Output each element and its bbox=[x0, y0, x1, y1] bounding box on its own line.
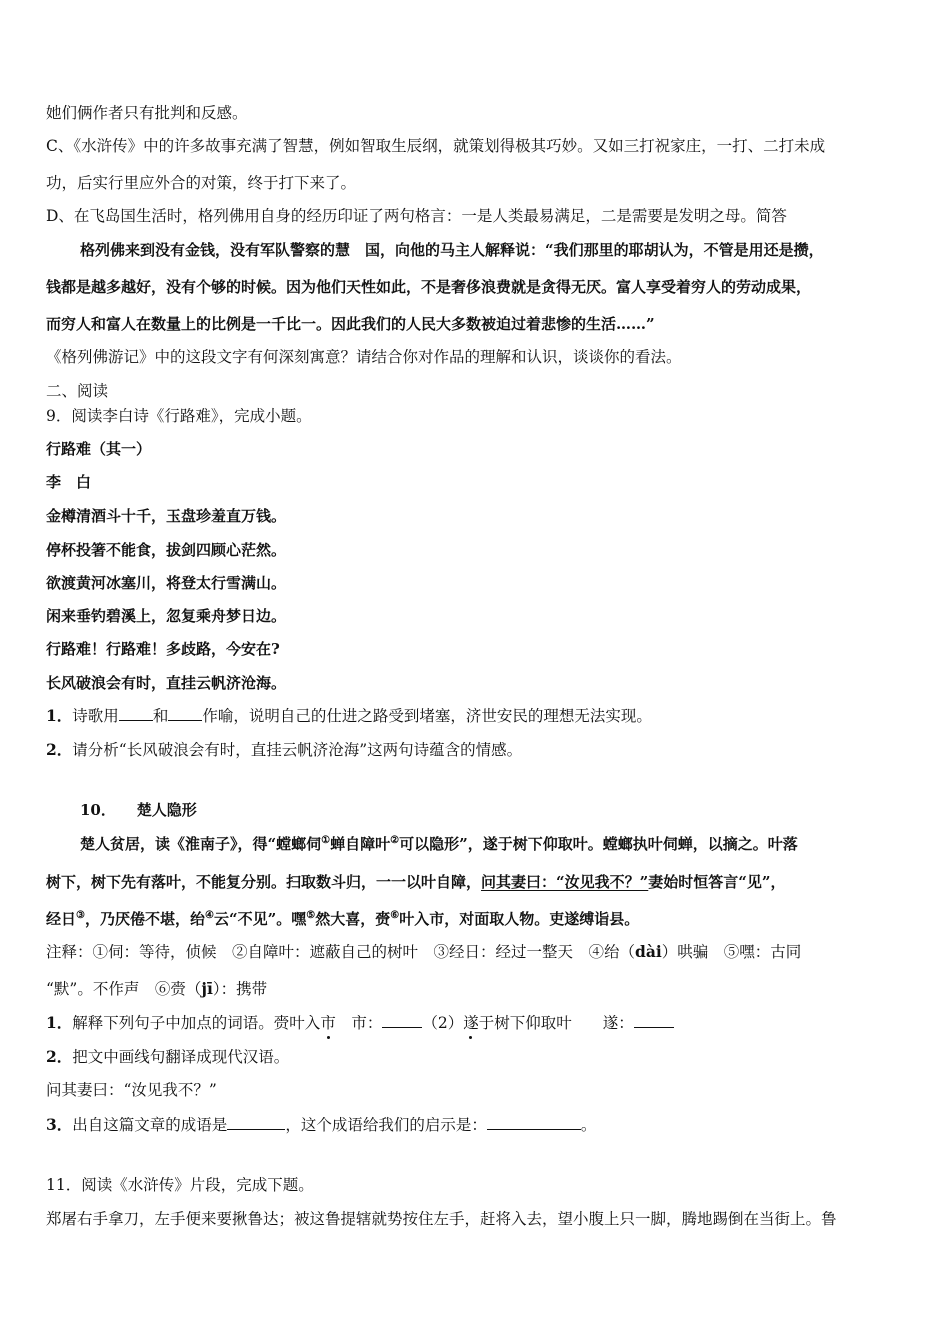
subquestion-number: 1． bbox=[46, 706, 73, 725]
answer-blank[interactable] bbox=[227, 1115, 285, 1130]
answer-blank[interactable] bbox=[634, 1013, 674, 1028]
answer-blank[interactable] bbox=[382, 1013, 422, 1028]
translation-target: 问其妻曰：“汝见我不？” bbox=[46, 1081, 217, 1099]
q10-subquestion-1: 1．解释下列句子中加点的词语。赍叶入市 市： （2）遂于树下仰取叶 遂： bbox=[46, 1013, 674, 1033]
text: 作喻，说明自己的仕进之路受到堵塞，济世安民的理想无法实现。 bbox=[202, 707, 652, 725]
underlined-sentence: 问其妻曰：“汝见我不？” bbox=[481, 873, 649, 891]
question-prompt: 《格列佛游记》中的这段文字有何深刻寓意？请结合你对作品的理解和认识，谈谈你的看法。 bbox=[46, 348, 682, 366]
subquestion-number: 2． bbox=[46, 1047, 73, 1066]
subquestion-number: 3． bbox=[46, 1115, 73, 1134]
poem-line: 金樽清酒斗十千，玉盘珍羞直万钱。 bbox=[46, 507, 287, 525]
q9-subquestion-1 bbox=[46, 706, 652, 726]
poem-title: 行路难（其一） bbox=[46, 440, 152, 458]
option-c-cont: 功，后实行里应外合的对策，终于打下来了。 bbox=[46, 174, 357, 192]
quote-line: 而穷人和富人在数量上的比例是一千比一。因此我们的人民大多数被迫过着悲惨的生活……” bbox=[46, 315, 655, 333]
passage-line: 树下，树下先有落叶，不能复分别。扫取数斗归，一一以叶自障，问其妻曰：“汝见我不？”妻始时恒答言“见”， bbox=[46, 873, 786, 891]
dotted-word: 遂 bbox=[463, 1014, 479, 1032]
question-10-title bbox=[80, 800, 197, 820]
dotted-word: 市 bbox=[320, 1014, 336, 1032]
poem-line: 行路难！行路难！多歧路，今安在? bbox=[46, 640, 280, 658]
option-d: D、在飞岛国生活时，格列佛用自身的经历印证了两句格言：一是人类最易满足，二是需要是发明之母。简答 bbox=[46, 207, 787, 225]
q10-subquestion-2: 2．把文中画线句翻译成现代汉语。 bbox=[46, 1047, 290, 1066]
poem-line: 停杯投箸不能食，拔剑四顾心茫然。 bbox=[46, 541, 287, 559]
option-c: C、《水浒传》中的许多故事充满了智慧，例如智取生辰纲，就策划得极其巧妙。又如三打祝家庄，一打、二打未成 bbox=[46, 137, 826, 155]
subquestion-number: 2． bbox=[46, 740, 73, 759]
annotation: 注释：①伺：等待，侦候 ②自障叶：遮蔽自己的树叶 ③经日：经过一整天 ④绐（dài）哄骗 ⑤嘿：古同 bbox=[46, 942, 802, 961]
text: 和 bbox=[152, 707, 169, 725]
question-number: 10． bbox=[80, 801, 116, 819]
quote-line: 钱都是越多越好，没有个够的时候。因为他们天性如此，不是奢侈浪费就是贪得无厌。富人享受着穷人的劳动成果， bbox=[46, 278, 812, 296]
passage-line: 郑屠右手拿刀，左手便来要揪鲁达；被这鲁提辖就势按住左手，赶将入去，望小腹上只一脚，腾地踢倒在当街上。鲁 bbox=[46, 1210, 837, 1228]
poem-line: 闲来垂钓碧溪上，忽复乘舟梦日边。 bbox=[46, 607, 287, 625]
q9-subquestion-2 bbox=[46, 740, 522, 760]
text: 请分析“长风破浪会有时，直挂云帆济沧海”这两句诗蕴含的情感。 bbox=[72, 741, 523, 759]
subquestion-number: 1． bbox=[46, 1013, 73, 1032]
text-line: 她们俩作者只有批判和反感。 bbox=[46, 104, 248, 122]
section-heading: 二、阅读 bbox=[46, 382, 109, 400]
answer-blank[interactable] bbox=[168, 706, 202, 721]
passage-line: 楚人贫居，读《淮南子》，得“螳螂伺①蝉自障叶②可以隐形”，遂于树下仰取叶。螳螂执叶伺蝉，以摘之。叶落 bbox=[80, 835, 798, 853]
question-11-intro: 11．阅读《水浒传》片段，完成下题。 bbox=[46, 1176, 314, 1194]
passage-title: 楚人隐形 bbox=[136, 801, 197, 819]
text: 诗歌用 bbox=[72, 707, 119, 725]
answer-blank[interactable] bbox=[119, 706, 153, 721]
annotation: “默”。不作声 ⑥赍（jī）：携带 bbox=[46, 979, 268, 998]
quote-line: 格列佛来到没有金钱，没有军队警察的慧 国，向他的马主人解释说：“我们那里的耶胡认为，不管是用还是攒， bbox=[80, 241, 824, 259]
question-9-intro: 9．阅读李白诗《行路难》，完成小题。 bbox=[46, 407, 312, 425]
poem-author: 李 白 bbox=[46, 473, 92, 491]
passage-line: 经日③，乃厌倦不堪，绐④云“不见”。嘿⑤然大喜，赍⑥叶入市，对面取人物。吏遂缚诣县。 bbox=[46, 910, 640, 928]
q10-subquestion-3: 3．出自这篇文章的成语是 ，这个成语给我们的启示是： 。 bbox=[46, 1115, 597, 1134]
answer-blank[interactable] bbox=[487, 1115, 581, 1130]
poem-line: 欲渡黄河冰塞川，将登太行雪满山。 bbox=[46, 574, 287, 592]
poem-line: 长风破浪会有时，直挂云帆济沧海。 bbox=[46, 674, 287, 692]
